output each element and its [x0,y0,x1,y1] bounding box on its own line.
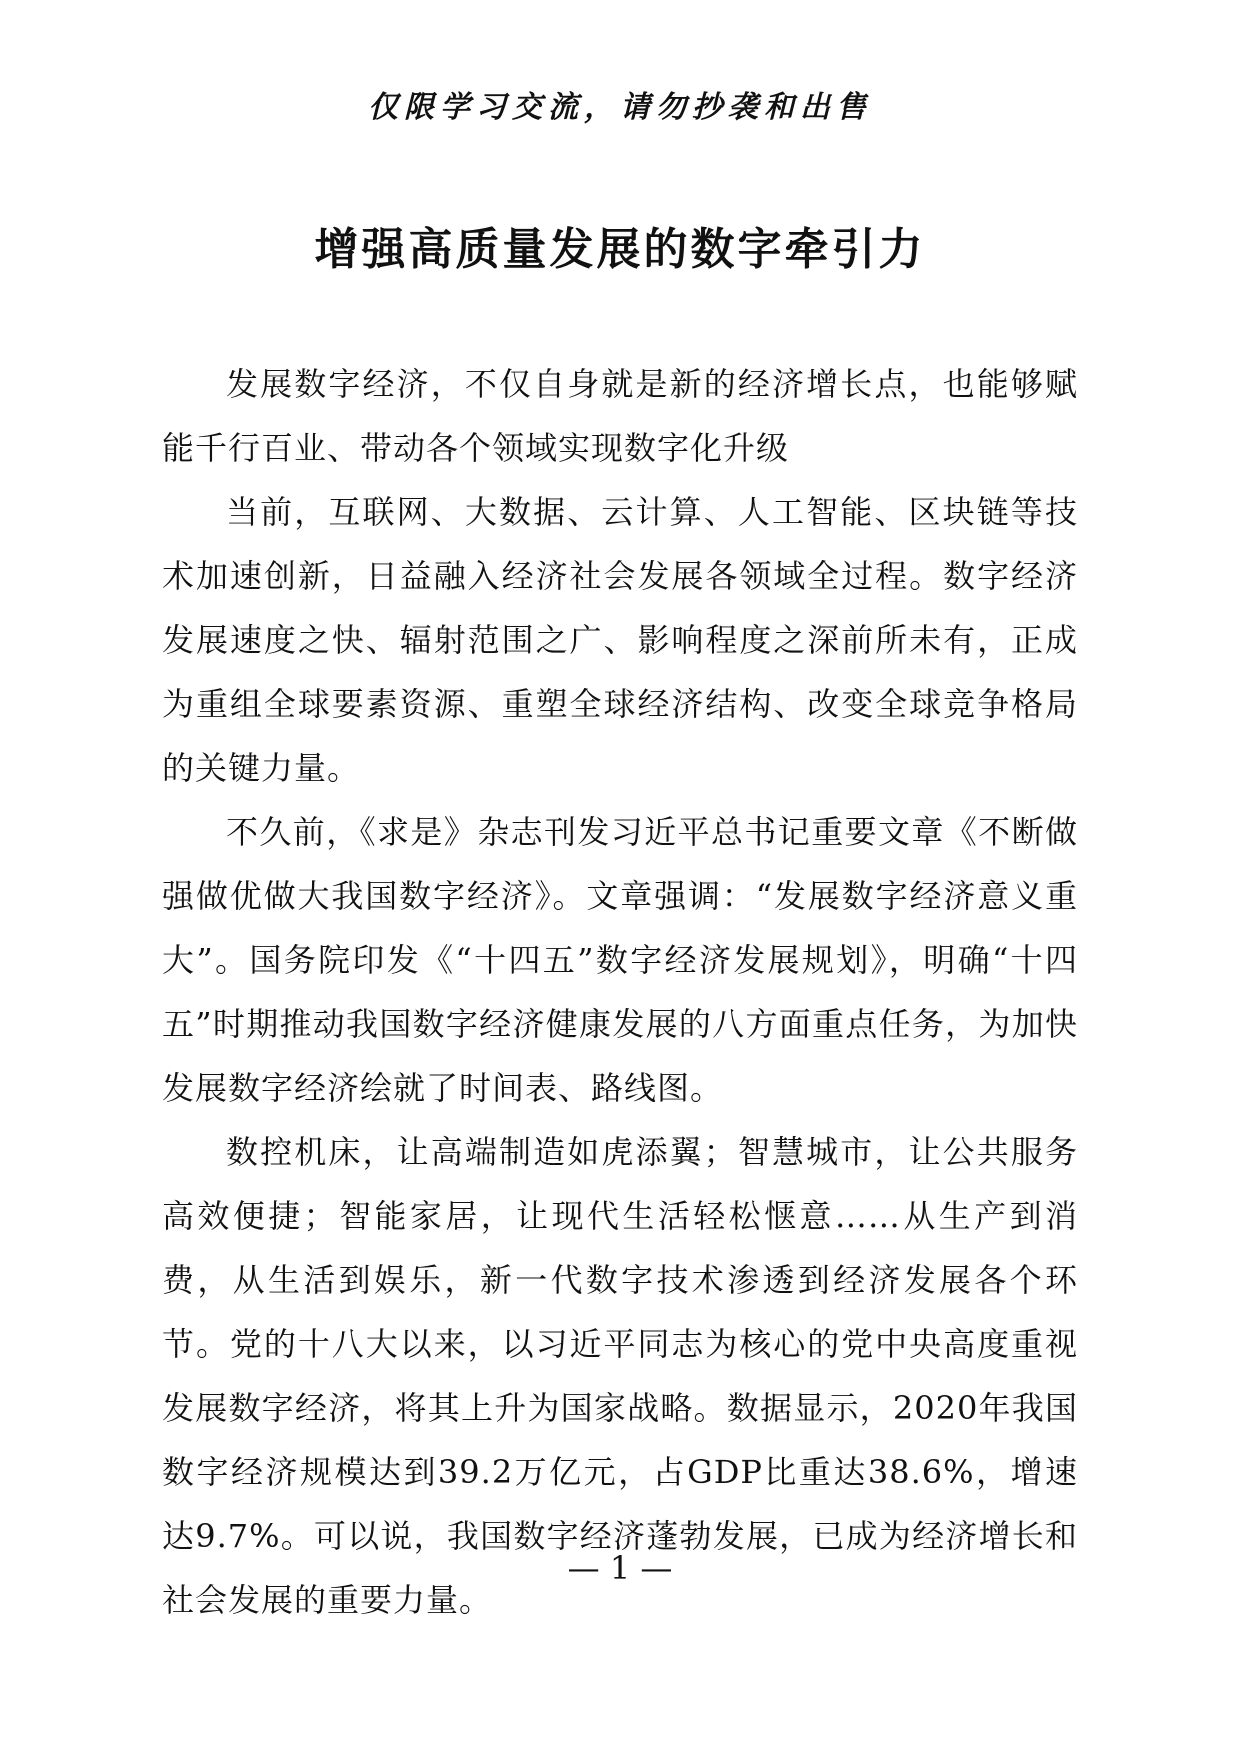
paragraph-1: 发展数字经济，不仅自身就是新的经济增长点，也能够赋能千行百业、带动各个领域实现数字化升级 [162,365,1078,467]
paragraph-3: 不久前，《求是》杂志刊发习近平总书记重要文章《不断做强做优做大我国数字经济》。文章强调：“发展数字经济意义重大”。国务院印发《“十四五”数字经济发展规划》，明确“十四五”时期推动我国数字经济健康发展的八方面重点任务，为加快发展数字经济绘就了时间表、路线图。 [162,813,1078,1107]
document-body [162,352,1078,1632]
document-title: 增强高质量发展的数字牵引力 [314,224,926,275]
page-number: — 1 — [567,1549,673,1587]
paragraph-4: 数控机床，让高端制造如虎添翼；智慧城市，让公共服务高效便捷；智能家居，让现代生活轻松惬意……从生产到消费，从生活到娱乐，新一代数字技术渗透到经济发展各个环节。党的十八大以来，以习近平同志为核心的党中央高度重视发展数字经济，将其上升为国家战略。数据显示，2020年我国数字经济规模达到39.2万亿元，占GDP比重达38.6%，增速达9.7%。可以说，我国数字经济蓬勃发展，已成为经济增长和社会发展的重要力量。 [162,1133,1078,1619]
paragraph-2: 当前，互联网、大数据、云计算、人工智能、区块链等技术加速创新，日益融入经济社会发展各领域全过程。数字经济发展速度之快、辐射范围之广、影响程度之深前所未有，正成为重组全球要素资源、重塑全球经济结构、改变全球竞争格局的关键力量。 [162,493,1078,787]
header-note: 仅限学习交流，请勿抄袭和出售 [368,90,872,125]
